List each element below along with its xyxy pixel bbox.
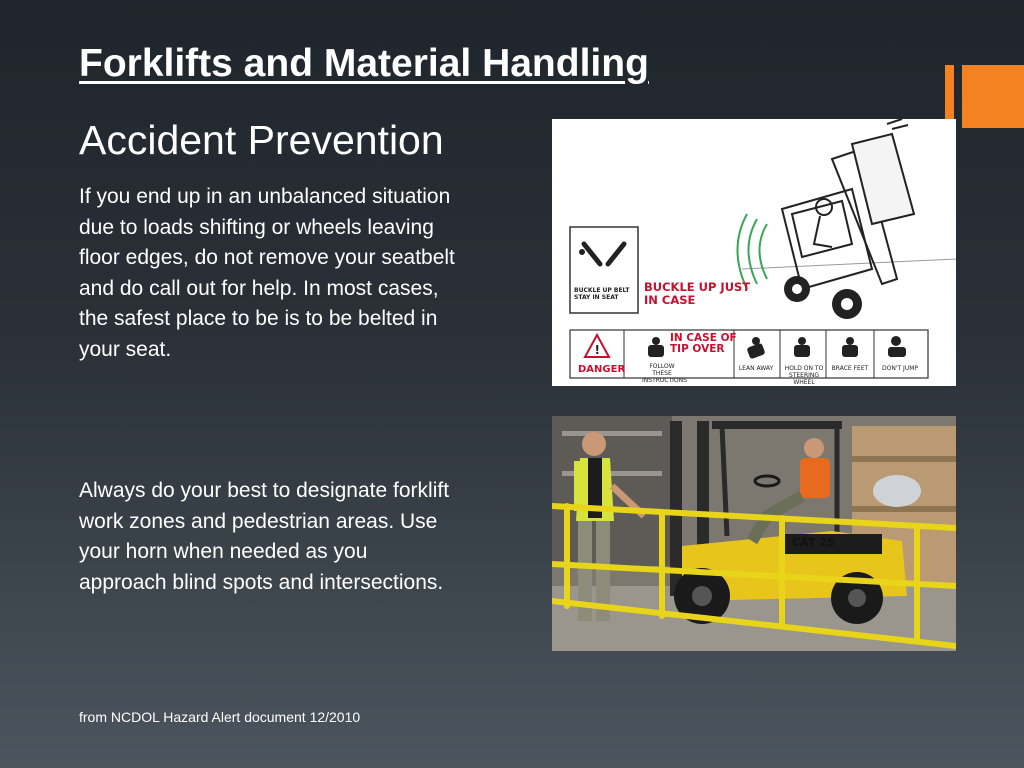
paragraph-work-zones: Always do your best to designate forklift work zones and pedestrian areas. Use your horn when needed as you approach blind spots and intersections.	[79, 479, 450, 594]
buckle-sign-label: BUCKLE UP BELT STAY IN SEAT	[574, 287, 630, 301]
warehouse-forklift-photo	[552, 416, 956, 651]
source-citation: from NCDOL Hazard Alert document 12/2010	[79, 709, 361, 725]
tipover-safety-illustration	[552, 119, 956, 386]
svg-text:!: !	[594, 343, 600, 357]
illustration-drawing	[552, 119, 956, 386]
paragraph-seatbelt: If you end up in an unbalanced situation due to loads shifting or wheels leaving floor edges, do not remove your seatbelt and do call out for help. In most cases, the safest place to be is to be belted in your seat.	[79, 185, 455, 361]
photo-drawing	[552, 416, 956, 651]
step-caption: LEAN AWAY	[738, 365, 774, 372]
step-caption: BRACE FEET	[831, 365, 869, 372]
tip-over-heading: IN CASE OF TIP OVER	[670, 332, 737, 355]
accent-bar-wide	[962, 65, 1024, 128]
buckle-up-heading: BUCKLE UP JUST IN CASE	[644, 280, 751, 307]
slide-subtitle: Accident Prevention	[79, 117, 444, 163]
step-caption: FOLLOW THESE INSTRUCTIONS	[642, 363, 687, 384]
step-caption: HOLD ON TO STEERING WHEEL	[784, 365, 824, 386]
slide-title: Forklifts and Material Handling	[79, 42, 649, 85]
danger-label: DANGER	[578, 364, 626, 375]
forklift-brand-label: CAT 25	[792, 536, 835, 549]
step-caption: DON'T JUMP	[881, 365, 918, 372]
